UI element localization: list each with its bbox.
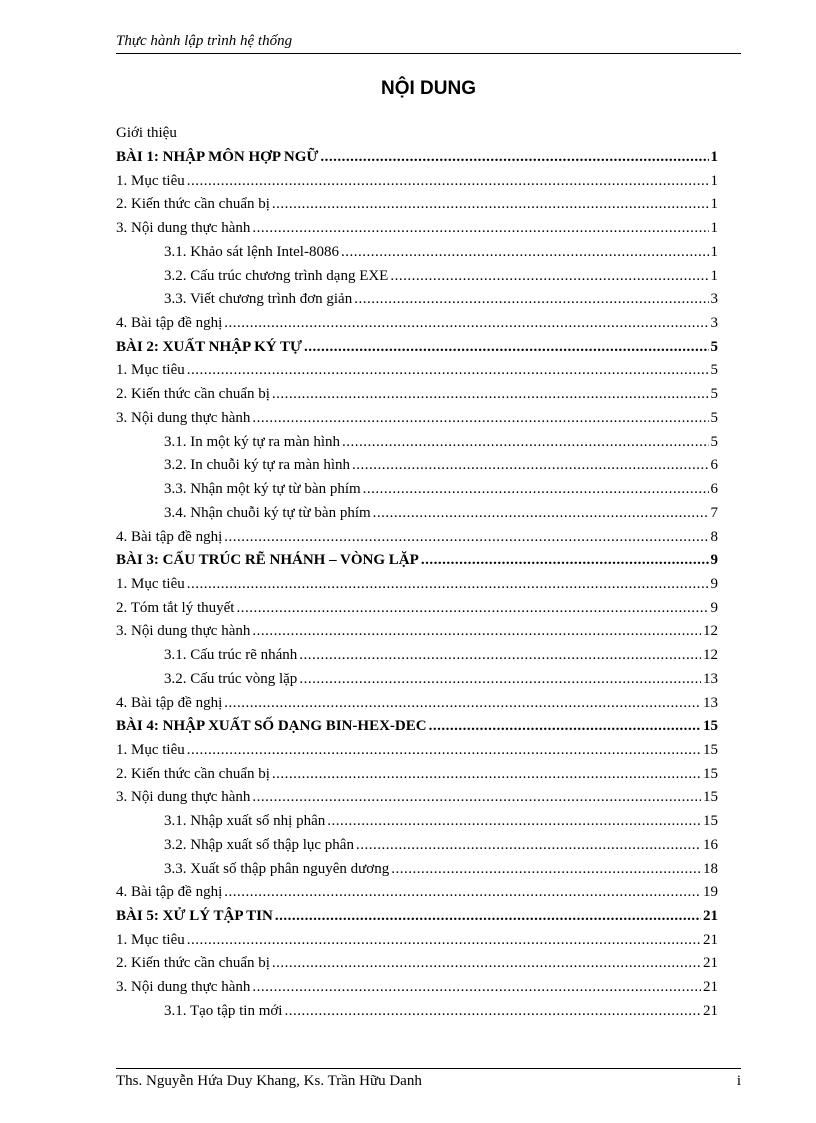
toc-entry-label: 3. Nội dung thực hành — [116, 979, 251, 996]
toc-entry-label: 2. Kiến thức cần chuẩn bị — [116, 955, 270, 972]
toc-entry-label: 4. Bài tập đề nghị — [116, 694, 223, 711]
toc-entry-page: 9 — [710, 599, 718, 616]
toc-entry-page: 9 — [710, 552, 718, 569]
toc-entry[interactable] — [116, 693, 718, 717]
toc-entry-label: 2. Kiến thức cần chuẩn bị — [116, 765, 270, 782]
toc-dot-leader — [272, 953, 701, 973]
toc-entry-label: 2. Tóm tắt lý thuyết — [116, 599, 235, 616]
toc-entry-label: 3. Nội dung thực hành — [116, 789, 251, 806]
toc-entry-page: 15 — [703, 718, 718, 735]
toc-entry[interactable] — [116, 882, 718, 906]
toc-entry-label: 2. Kiến thức cần chuẩn bị — [116, 196, 270, 213]
toc-entry-label: BÀI 2: XUẤT NHẬP KÝ TỰ — [116, 338, 302, 355]
toc-dot-leader — [275, 906, 701, 926]
toc-entry-page: 12 — [703, 647, 718, 664]
toc-entry-label: 4. Bài tập đề nghị — [116, 315, 223, 332]
toc-entry-label: BÀI 1: NHẬP MÔN HỢP NGỮ — [116, 149, 319, 165]
toc-entry-page: 21 — [703, 908, 718, 924]
toc-entry-page: 1 — [710, 196, 718, 213]
toc-entry-label: 1. Mục tiêu — [116, 741, 185, 758]
toc-entry-label: 3.1. Khảo sát lệnh Intel-8086 — [164, 243, 339, 260]
toc-entry[interactable] — [116, 479, 718, 503]
toc-entry[interactable] — [116, 242, 718, 266]
toc-entry[interactable] — [116, 1001, 718, 1025]
toc-entry-label: 4. Bài tập đề nghị — [116, 528, 223, 545]
toc-entry[interactable] — [116, 218, 718, 242]
toc-entry-page: 9 — [710, 575, 718, 592]
toc-entry-page: 21 — [703, 931, 718, 948]
toc-dot-leader — [236, 598, 708, 618]
toc-dot-leader — [187, 930, 701, 950]
toc-entry[interactable] — [116, 930, 718, 954]
toc-entry-page: 1 — [710, 172, 718, 189]
toc-entry[interactable] — [116, 740, 718, 764]
toc-entry-label: 1. Mục tiêu — [116, 362, 185, 379]
toc-dot-leader — [356, 835, 701, 855]
toc-dot-leader — [187, 360, 709, 380]
toc-entry-page: 1 — [710, 220, 718, 237]
toc-entry-page: 3 — [710, 315, 718, 332]
toc-entry[interactable] — [116, 977, 718, 1001]
toc-entry-label: 3.2. Cấu trúc vòng lặp — [164, 670, 298, 687]
toc-entry-page: 5 — [710, 386, 718, 403]
toc-entry[interactable] — [116, 669, 718, 693]
toc-entry[interactable] — [116, 645, 718, 669]
toc-dot-leader — [187, 740, 701, 760]
toc-entry-page: 12 — [703, 623, 718, 640]
toc-entry-label: 1. Mục tiêu — [116, 931, 185, 948]
toc-entry-page: 5 — [710, 338, 718, 355]
toc-dot-leader — [252, 977, 701, 997]
toc-dot-leader — [342, 432, 708, 452]
page-footer — [116, 1071, 741, 1091]
toc-dot-leader — [187, 171, 709, 191]
toc-entry-label: 4. Bài tập đề nghị — [116, 884, 223, 901]
toc-entry-page: 21 — [703, 979, 718, 996]
toc-dot-leader — [354, 289, 708, 309]
toc-entry[interactable] — [116, 455, 718, 479]
toc-entry-page: 1 — [710, 149, 718, 165]
toc-entry[interactable] — [116, 574, 718, 598]
toc-entry-label: 3.3. Nhận một ký tự từ bàn phím — [164, 481, 361, 498]
toc-dot-leader — [272, 194, 709, 214]
toc-entry[interactable] — [116, 716, 718, 740]
toc-dot-leader — [272, 384, 709, 404]
toc-dot-leader — [224, 527, 708, 547]
page-title: NỘI DUNG — [381, 78, 476, 99]
toc-entry-page: 6 — [710, 457, 718, 474]
toc-entry-label: 3. Nội dung thực hành — [116, 220, 251, 237]
toc-dot-leader — [272, 764, 701, 784]
toc-entry-label: 3.1. Nhập xuất số nhị phân — [164, 813, 326, 830]
toc-entry-label: 3.2. Cấu trúc chương trình dạng EXE — [164, 267, 389, 284]
toc-entry[interactable] — [116, 550, 718, 574]
toc-dot-leader — [327, 811, 701, 831]
table-of-contents — [116, 147, 718, 1025]
toc-entry-label: BÀI 4: NHẬP XUẤT SỐ DẠNG BIN-HEX-DEC — [116, 718, 427, 735]
toc-dot-leader — [363, 479, 709, 499]
toc-dot-leader — [299, 669, 701, 689]
toc-dot-leader — [284, 1001, 701, 1021]
toc-entry-page: 15 — [703, 741, 718, 758]
toc-entry-label: 3.1. In một ký tự ra màn hình — [164, 433, 341, 450]
toc-entry[interactable] — [116, 811, 718, 835]
toc-entry[interactable] — [116, 289, 718, 313]
footer-rule — [116, 1068, 741, 1069]
header-rule — [116, 53, 741, 54]
toc-entry-page: 1 — [710, 267, 718, 284]
footer-authors: Ths. Nguyễn Hứa Duy Khang, Ks. Trần Hữu Danh — [116, 1073, 422, 1089]
toc-entry[interactable] — [116, 266, 718, 290]
toc-entry[interactable] — [116, 194, 718, 218]
toc-entry-page: 5 — [710, 362, 718, 379]
toc-entry[interactable] — [116, 503, 718, 527]
toc-entry[interactable] — [116, 313, 718, 337]
toc-entry-page: 21 — [703, 955, 718, 972]
toc-entry[interactable] — [116, 171, 718, 195]
toc-entry[interactable] — [116, 527, 718, 551]
toc-entry-page: 13 — [703, 694, 718, 711]
toc-entry-page: 18 — [703, 860, 718, 877]
toc-entry-page: 19 — [703, 884, 718, 901]
toc-entry-label: 3.4. Nhận chuỗi ký tự từ bàn phím — [164, 504, 371, 521]
toc-entry-label: 3. Nội dung thực hành — [116, 623, 251, 640]
toc-dot-leader — [252, 218, 708, 238]
toc-entry-label: 3.1. Tạo tập tin mới — [164, 1002, 283, 1019]
toc-entry[interactable] — [116, 432, 718, 456]
toc-entry[interactable] — [116, 859, 718, 883]
toc-entry-label: 3.1. Cấu trúc rẽ nhánh — [164, 647, 298, 664]
toc-entry-label: 1. Mục tiêu — [116, 575, 185, 592]
toc-entry-page: 1 — [710, 243, 718, 260]
toc-dot-leader — [341, 242, 709, 262]
toc-entry-page: 15 — [703, 789, 718, 806]
toc-entry-page: 7 — [710, 504, 718, 521]
toc-entry-label: 1. Mục tiêu — [116, 172, 185, 189]
toc-dot-leader — [304, 337, 709, 357]
toc-entry-page: 15 — [703, 813, 718, 830]
toc-intro-entry[interactable]: Giới thiệu — [116, 125, 177, 141]
toc-entry[interactable] — [116, 787, 718, 811]
toc-dot-leader — [187, 574, 709, 594]
toc-dot-leader — [252, 787, 701, 807]
toc-dot-leader — [299, 645, 701, 665]
toc-entry-label: 3.3. Xuất số thập phân nguyên dương — [164, 860, 390, 877]
toc-entry-label: 3.3. Viết chương trình đơn giản — [164, 291, 353, 308]
toc-entry-label: BÀI 3: CẤU TRÚC RẼ NHÁNH – VÒNG LẶP — [116, 552, 419, 569]
toc-entry-page: 16 — [703, 836, 718, 853]
toc-entry[interactable] — [116, 764, 718, 788]
toc-dot-leader — [252, 621, 701, 641]
toc-entry-page: 6 — [710, 481, 718, 498]
toc-entry-page: 5 — [710, 433, 718, 450]
toc-dot-leader — [391, 859, 701, 879]
toc-entry[interactable] — [116, 337, 718, 361]
toc-entry[interactable] — [116, 147, 718, 171]
footer-page-number: i — [736, 1073, 741, 1089]
toc-entry-page: 15 — [703, 765, 718, 782]
toc-entry[interactable] — [116, 906, 718, 930]
toc-dot-leader — [352, 455, 708, 475]
toc-entry-label: 2. Kiến thức cần chuẩn bị — [116, 386, 270, 403]
toc-dot-leader — [373, 503, 709, 523]
toc-entry-page: 8 — [710, 528, 718, 545]
toc-entry-page: 3 — [710, 291, 718, 308]
toc-dot-leader — [224, 313, 708, 333]
toc-entry[interactable] — [116, 621, 718, 645]
toc-entry-page: 13 — [703, 670, 718, 687]
toc-dot-leader — [421, 550, 709, 570]
toc-entry[interactable] — [116, 384, 718, 408]
toc-dot-leader — [390, 266, 708, 286]
toc-entry-page: 5 — [710, 409, 718, 426]
toc-entry[interactable] — [116, 598, 718, 622]
toc-dot-leader — [224, 693, 701, 713]
toc-entry[interactable] — [116, 835, 718, 859]
toc-entry-label: 3. Nội dung thực hành — [116, 409, 251, 426]
toc-entry[interactable] — [116, 360, 718, 384]
toc-entry-page: 21 — [703, 1002, 718, 1019]
toc-entry-label: 3.2. Nhập xuất số thập lục phân — [164, 836, 354, 853]
toc-entry-label: BÀI 5: XỬ LÝ TẬP TIN — [116, 908, 273, 924]
toc-dot-leader — [224, 882, 701, 902]
toc-dot-leader — [252, 408, 708, 428]
toc-dot-leader — [429, 716, 701, 736]
toc-entry[interactable] — [116, 953, 718, 977]
toc-entry-label: 3.2. In chuỗi ký tự ra màn hình — [164, 457, 351, 474]
toc-dot-leader — [320, 147, 708, 167]
running-header: Thực hành lập trình hệ thống — [116, 33, 293, 49]
toc-entry[interactable] — [116, 408, 718, 432]
